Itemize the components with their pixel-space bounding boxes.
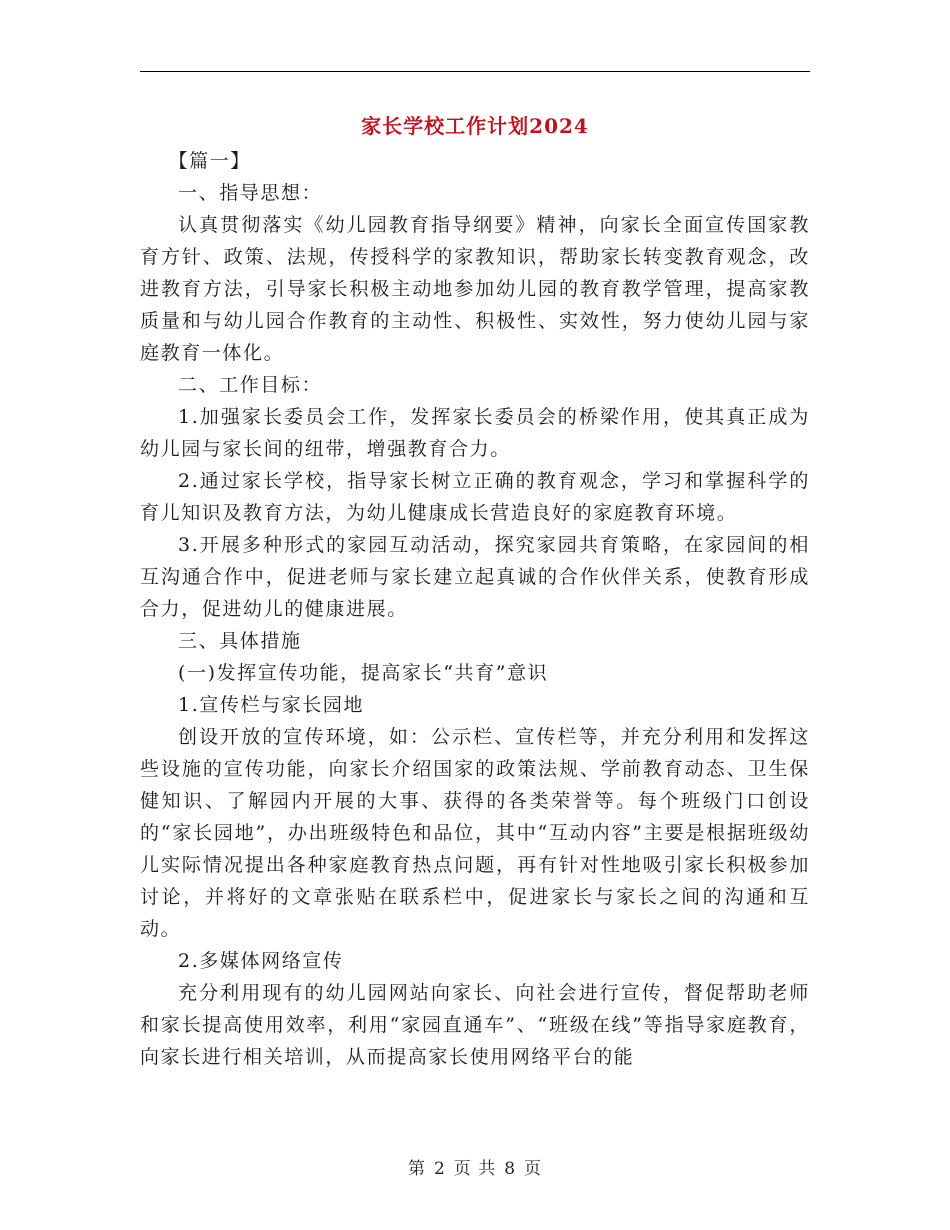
paragraph-guiding-thought: 认真贯彻落实《幼儿园教育指导纲要》精神，向家长全面宣传国家教育方针、政策、法规，传授科学的家教知识，帮助家长转变教育观念，改进教育方法，引导家长积极主动地参加幼儿园的教育教学管理，提高家教质量和与幼儿园合作教育的主动性、积极性、实效性，努力使幼儿园与家庭教育一体化。 bbox=[140, 214, 810, 364]
document-title: 家长学校工作计划2024 bbox=[361, 114, 589, 138]
header-rule bbox=[140, 71, 810, 72]
heading-bulletin-board: 1.宣传栏与家长园地 bbox=[178, 694, 365, 716]
footer-prefix: 第 bbox=[407, 1159, 426, 1179]
paragraph-goal-2: 2.通过家长学校，指导家长树立正确的教育观念，学习和掌握科学的育儿知识及教育方法，为幼儿健康成长营造良好的家庭教育环境。 bbox=[140, 470, 810, 524]
section-label: 【篇一】 bbox=[168, 150, 251, 172]
heading-multimedia: 2.多媒体网络宣传 bbox=[178, 950, 344, 972]
page-footer bbox=[0, 1154, 950, 1179]
heading-specific-measures: 三、具体措施 bbox=[178, 630, 302, 652]
footer-current-page: 2 bbox=[433, 1159, 446, 1179]
heading-measure-1: (一)发挥宣传功能，提高家长“共育”意识 bbox=[178, 662, 549, 684]
footer-suffix: 页 bbox=[524, 1159, 543, 1179]
paragraph-goal-3: 3.开展多种形式的家园互动活动，探究家园共育策略，在家园间的相互沟通合作中，促进老师与家长建立起真诚的合作伙伴关系，使教育形成合力，促进幼儿的健康进展。 bbox=[140, 534, 810, 620]
footer-total-pages: 8 bbox=[504, 1159, 517, 1179]
paragraph-goal-1: 1.加强家长委员会工作，发挥家长委员会的桥梁作用，使其真正成为幼儿园与家长间的纽带，增强教育合力。 bbox=[140, 406, 810, 460]
heading-work-goals: 二、工作目标： bbox=[178, 374, 323, 396]
paragraph-multimedia: 充分利用现有的幼儿园网站向家长、向社会进行宣传，督促帮助老师和家长提高使用效率，利用“家园直通车”、“班级在线”等指导家庭教育，向家长进行相关培训，从而提高家长使用网络平台的能 bbox=[140, 982, 810, 1068]
footer-middle: 页 共 bbox=[453, 1159, 497, 1179]
paragraph-bulletin-board: 创设开放的宣传环境，如：公示栏、宣传栏等，并充分利用和发挥这些设施的宣传功能，向家长介绍国家的政策法规、学前教育动态、卫生保健知识、了解园内开展的大事、获得的各类荣誉等。每个班级门口创设的“家长园地”，办出班级特色和品位，其中“互动内容”主要是根据班级幼儿实际情况提出各种家庭教育热点问题，再有针对性地吸引家长积极参加讨论，并将好的文章张贴在联系栏中，促进家长与家长之间的沟通和互动。 bbox=[140, 726, 810, 940]
heading-guiding-thought: 一、指导思想： bbox=[178, 182, 323, 204]
document-body bbox=[140, 145, 810, 1073]
